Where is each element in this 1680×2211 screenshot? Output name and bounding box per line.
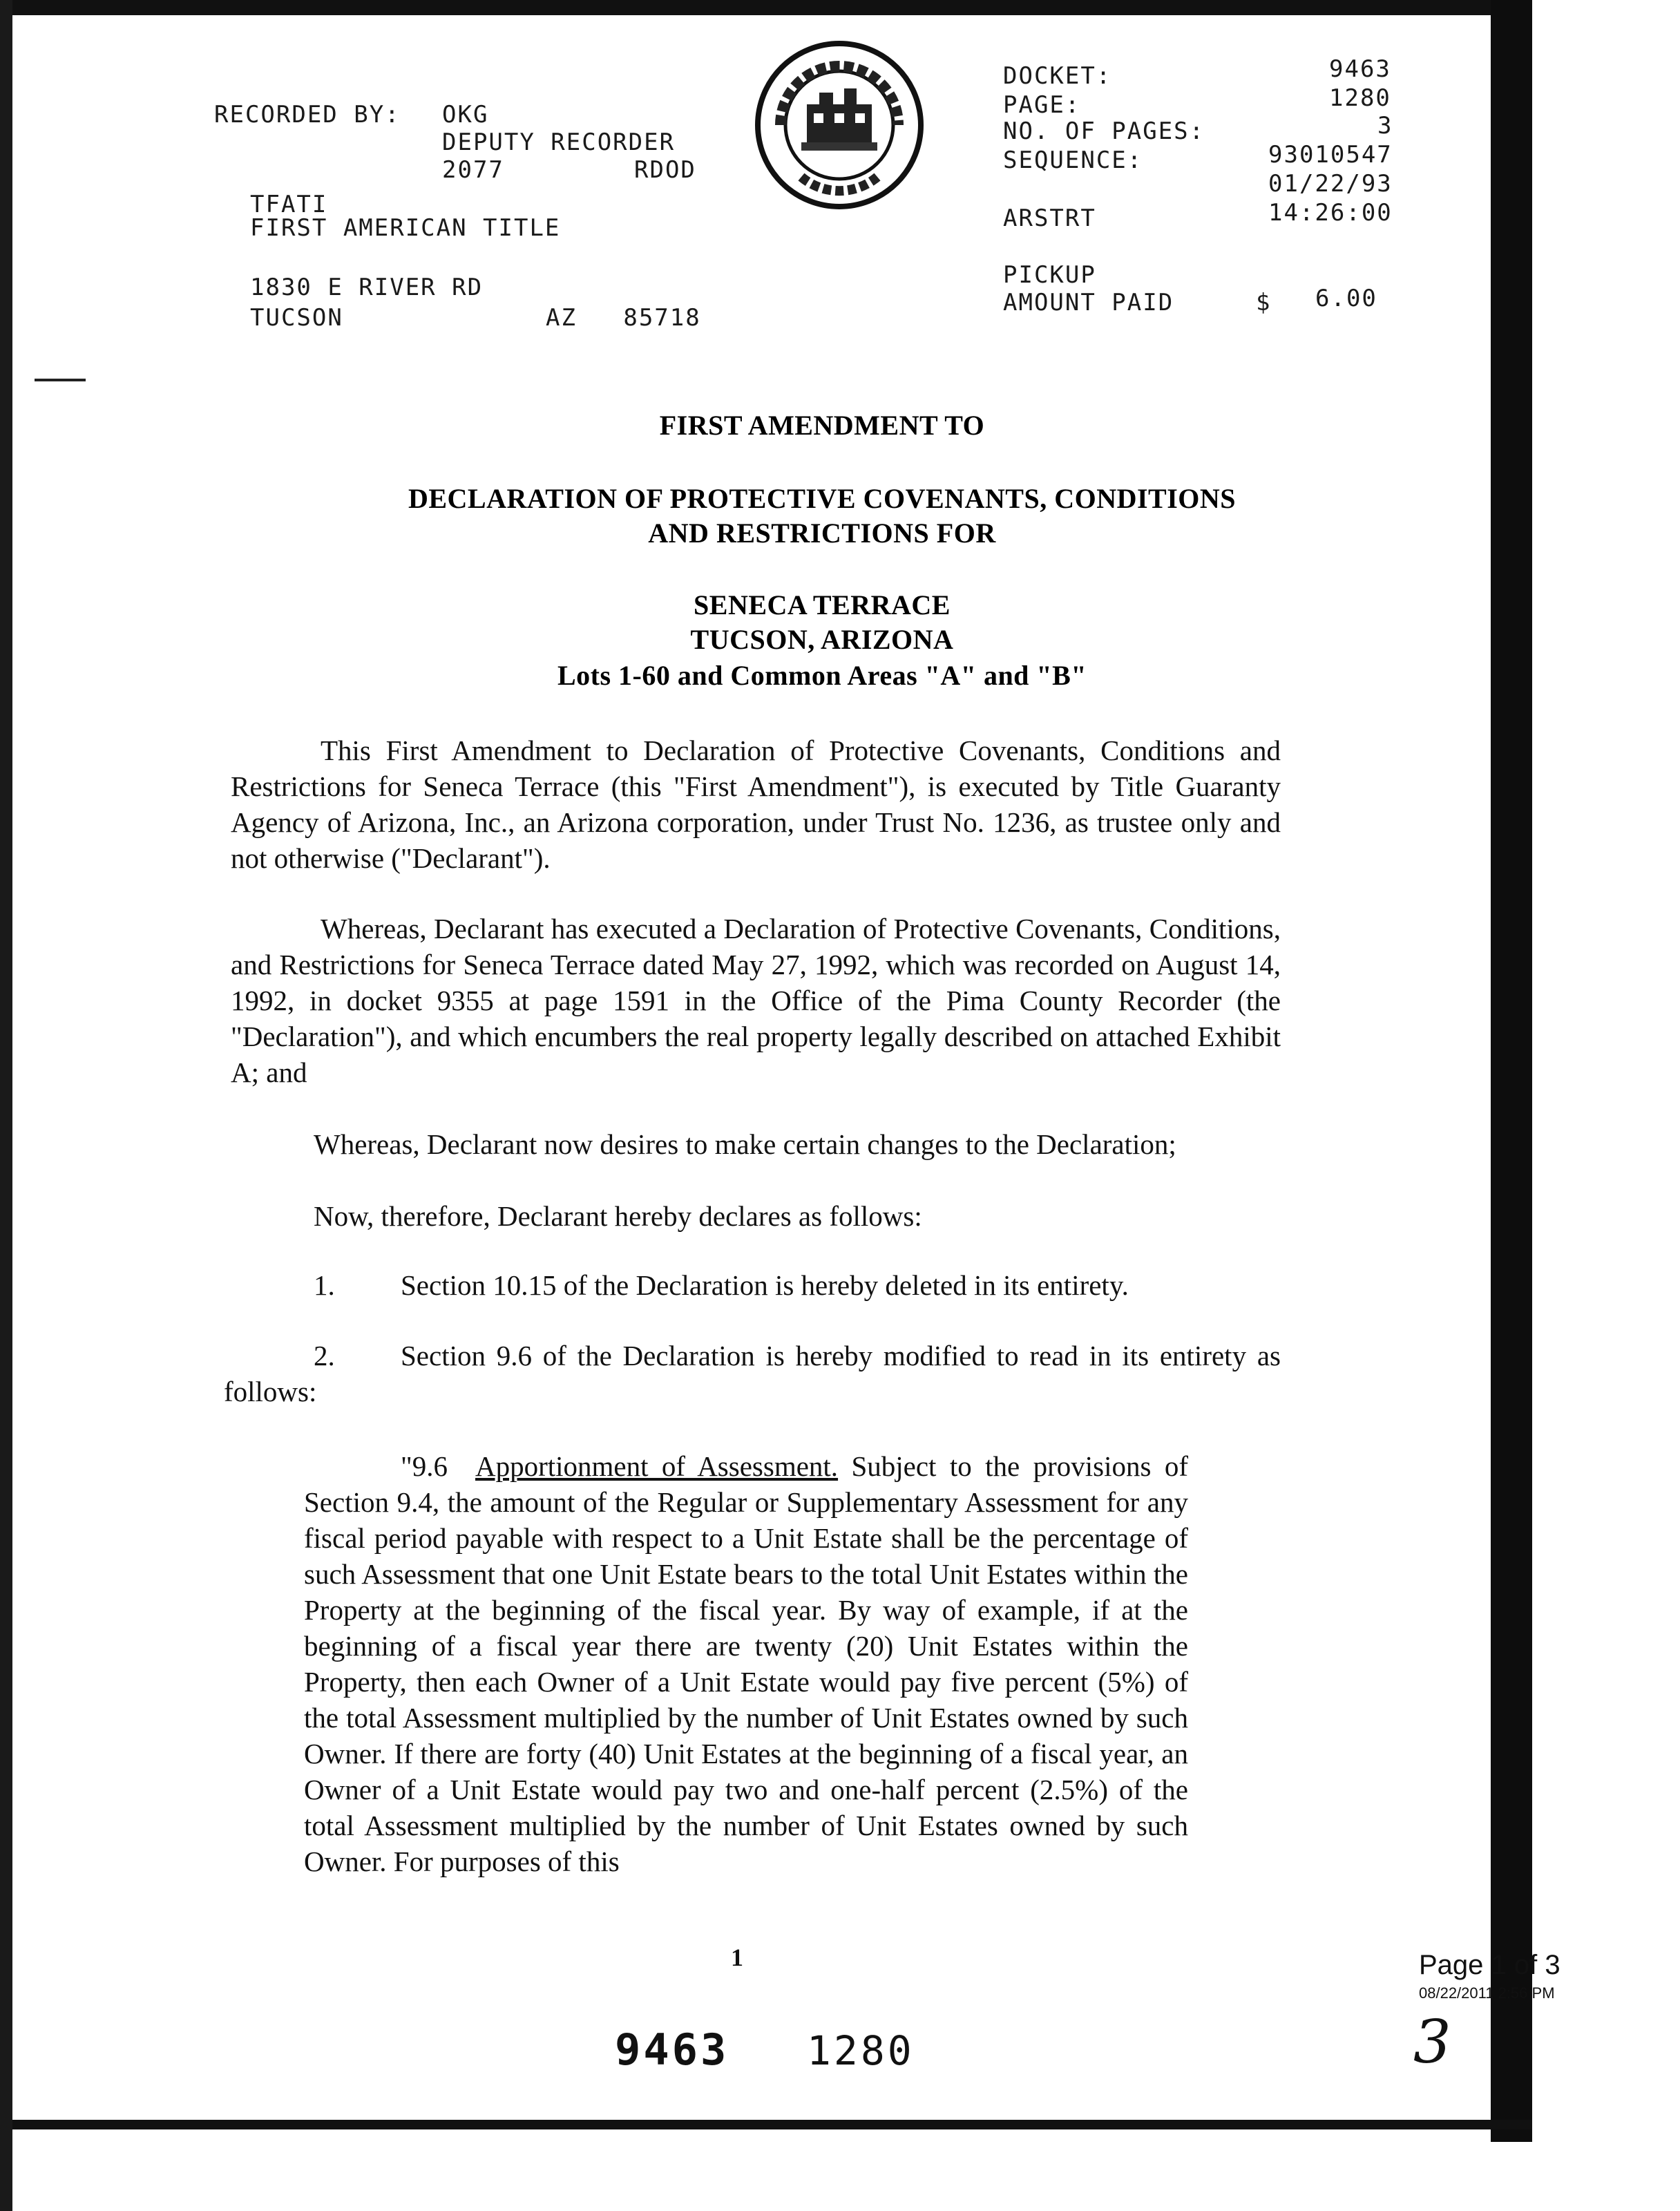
handwritten-mark: 3 [1413, 2008, 1451, 2077]
company-address: 1830 E RIVER RD [250, 274, 484, 301]
quote-section-number: "9.6 [401, 1450, 448, 1482]
intro-paragraph: This First Amendment to Declaration of Protective Covenants, Conditions and Restrictions for Seneca Terrace (this "First Amendment"), is executed by Title Guaranty Agency of Arizona, Inc., an Arizona corporation, under Trust No. 1236, as trustee only and not otherwise ("Declarant"). [231, 734, 1281, 874]
pages-label: NO. OF PAGES: [1003, 117, 1205, 145]
sequence-value: 93010547 [1268, 141, 1393, 169]
scan-border-right [1491, 0, 1532, 2142]
docket-stamp: 9463 [615, 2024, 729, 2075]
page-value: 1280 [1329, 84, 1391, 112]
company-state-zip: AZ 85718 [546, 304, 701, 332]
whereas-paragraph-1: Whereas, Declarant has executed a Declaration of Protective Covenants, Conditions, and Restrictions for Seneca Terrace dated May 27, 1992, which was recorded on August 14, 1992, in docket 9355 at page 1591 in the Office of the Pima County Recorder (the "Declaration"), and which encumbers the real property legally described on attached Exhibit A; and [231, 913, 1281, 1088]
whereas-paragraph-2: Whereas, Declarant now desires to make certain changes to the Declaration; [314, 1128, 1176, 1160]
pickup-label: PICKUP [1003, 261, 1096, 289]
viewer-page-indicator: Page 1 of 3 [1419, 1950, 1560, 1980]
tfati-code: TFATI [250, 191, 328, 218]
margin-rule [35, 379, 86, 381]
doc-title-line5: TUCSON, ARIZONA [690, 624, 954, 655]
doc-title-line4: SENECA TERRACE [694, 589, 951, 620]
item-2-text: Section 9.6 of the Declaration is hereby modified to read in its entirety as follows: [224, 1340, 1281, 1407]
section-9-6-block [304, 1448, 1188, 1879]
viewer-timestamp: 08/22/2011 2:56 PM [1419, 1984, 1555, 2002]
scan-border-top [0, 0, 1531, 15]
quote-section-heading: Apportionment of Assessment. [475, 1450, 839, 1482]
item-1-number: 1. [314, 1269, 335, 1301]
code-right: RDOD [634, 156, 696, 184]
page-stamp: 1280 [807, 2027, 915, 2074]
scan-border-left [0, 0, 12, 2211]
quote-section-text: Subject to the provisions of Section 9.4, the amount of the Regular or Supplementary Assessment for any fiscal period payable with respect to a Unit Estate shall be the percentage of such Assessment that one Unit Estate bears to the total Unit Estates within the Property at the beginning of the fiscal year. By way of example, if at the beginning of a fiscal year there are twenty (20) Unit Estates within the Property, then each Owner of a Unit Estate would pay five percent (5%) of the total Assessment multiplied by the number of Unit Estates owned by such Owner. If there are forty (40) Unit Estates at the beginning of a fiscal year, an Owner of a Unit Estate would pay two and one-half percent (2.5%) of the total Assessment multiplied by the number of Unit Estates owned by such Owner. For purposes of this [304, 1450, 1189, 1877]
doc-title-line1: FIRST AMENDMENT TO [659, 410, 985, 441]
doc-title-line3: AND RESTRICTIONS FOR [648, 518, 996, 549]
now-therefore-paragraph: Now, therefore, Declarant hereby declares as follows: [314, 1200, 922, 1232]
record-date: 01/22/93 [1268, 170, 1393, 198]
pages-value: 3 [1377, 112, 1393, 140]
sequence-label: SEQUENCE: [1003, 146, 1143, 174]
doc-title-line2: DECLARATION OF PROTECTIVE COVENANTS, CONDITIONS [408, 483, 1237, 514]
item-2-number: 2. [314, 1340, 335, 1372]
deputy-recorder: DEPUTY RECORDER [442, 129, 676, 156]
pima-county-seal-icon [753, 39, 926, 211]
record-time: 14:26:00 [1268, 199, 1393, 227]
title-company: FIRST AMERICAN TITLE [250, 214, 561, 242]
recorded-by-label: RECORDED BY: [214, 101, 401, 129]
docket-label: DOCKET: [1003, 62, 1112, 90]
doc-title-line6: Lots 1-60 and Common Areas "A" and "B" [557, 660, 1087, 691]
docket-value: 9463 [1329, 55, 1391, 83]
company-city: TUCSON [250, 304, 343, 332]
scan-border-bottom [12, 2120, 1532, 2129]
currency-symbol: $ [1256, 289, 1272, 316]
amount-paid-value: 6.00 [1315, 285, 1377, 312]
page-label: PAGE: [1003, 91, 1081, 119]
arstrt-label: ARSTRT [1003, 205, 1096, 232]
amount-paid-label: AMOUNT PAID [1003, 289, 1174, 316]
code-left: 2077 [442, 156, 504, 184]
item-1-text: Section 10.15 of the Declaration is hereby deleted in its entirety. [401, 1269, 1129, 1301]
recorded-by-value: OKG [442, 101, 489, 129]
page-number: 1 [731, 1944, 743, 1971]
